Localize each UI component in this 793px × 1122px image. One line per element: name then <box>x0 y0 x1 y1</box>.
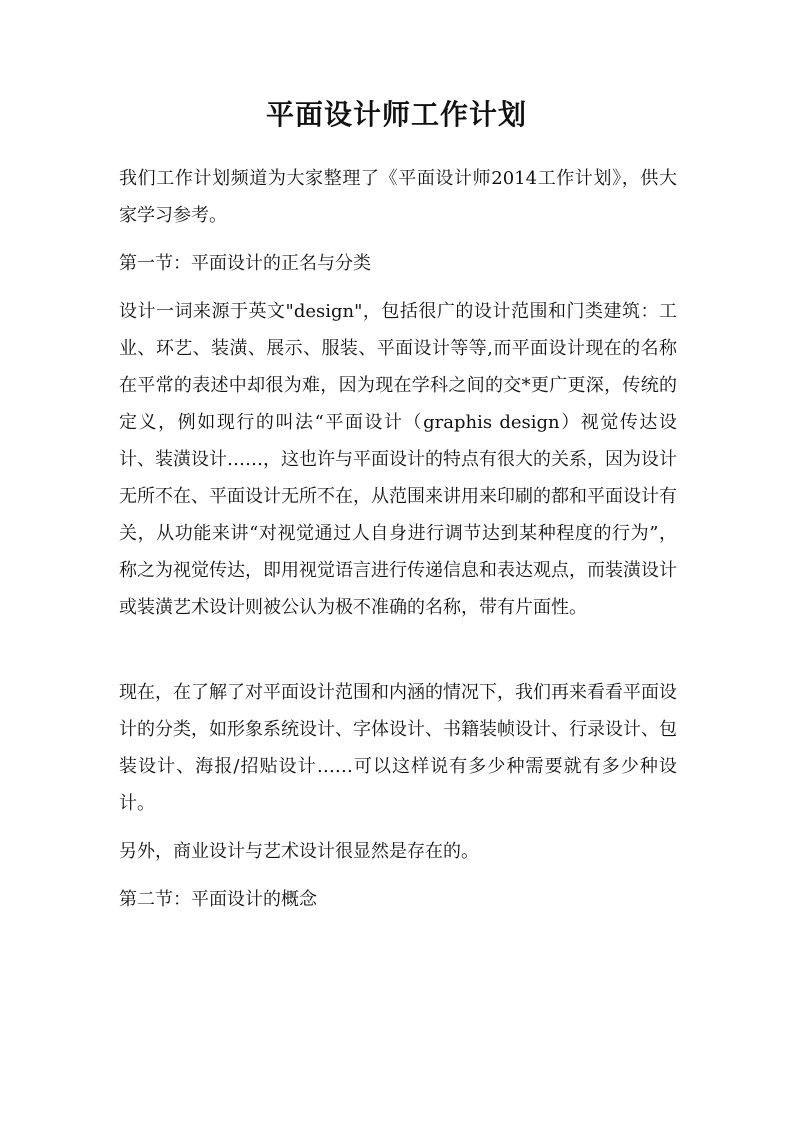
section-heading-1: 第一节：平面设计的正名与分类 <box>119 253 371 274</box>
body-paragraph-3: 另外，商业设计与艺术设计很显然是存在的。 <box>119 841 479 862</box>
section-heading-2: 第二节：平面设计的概念 <box>119 889 317 910</box>
body-paragraph-2: 现在，在了解了对平面设计范围和内涵的情况下，我们再来看看平面设计的分类，如形象系统设计、字体设计、书籍装帧设计、行录设计、包装设计、海报/招贴设计……可以这样说有多少种需要就有多少种设计。 <box>119 682 677 814</box>
document-body <box>119 160 677 918</box>
intro-paragraph: 我们工作计划频道为大家整理了《平面设计师2014工作计划》，供大家学习参考。 <box>119 168 677 226</box>
body-paragraph-1: 设计一词来源于英文"design"，包括很广的设计范围和门类建筑：工业、环艺、装潢、展示、服装、平面设计等等,而平面设计现在的名称在平常的表述中却很为难，因为现在学科之间的交*更广更深，传统的定义，例如现行的叫法“平面设计（graphis design）视觉传达设计、装潢设计……，这也许与平面设计的特点有很大的关系，因为设计无所不在、平面设计无所不在，从范围来讲用来印刷的都和平面设计有关，从功能来讲“对视觉通过人自身进行调节达到某种程度的行为”，称之为视觉传达，即用视觉语言进行传递信息和表达观点，而装潢设计或装潢艺术设计则被公认为极不准确的名称，带有片面性。 <box>119 301 677 618</box>
document-title: 平面设计师工作计划 <box>265 98 527 131</box>
